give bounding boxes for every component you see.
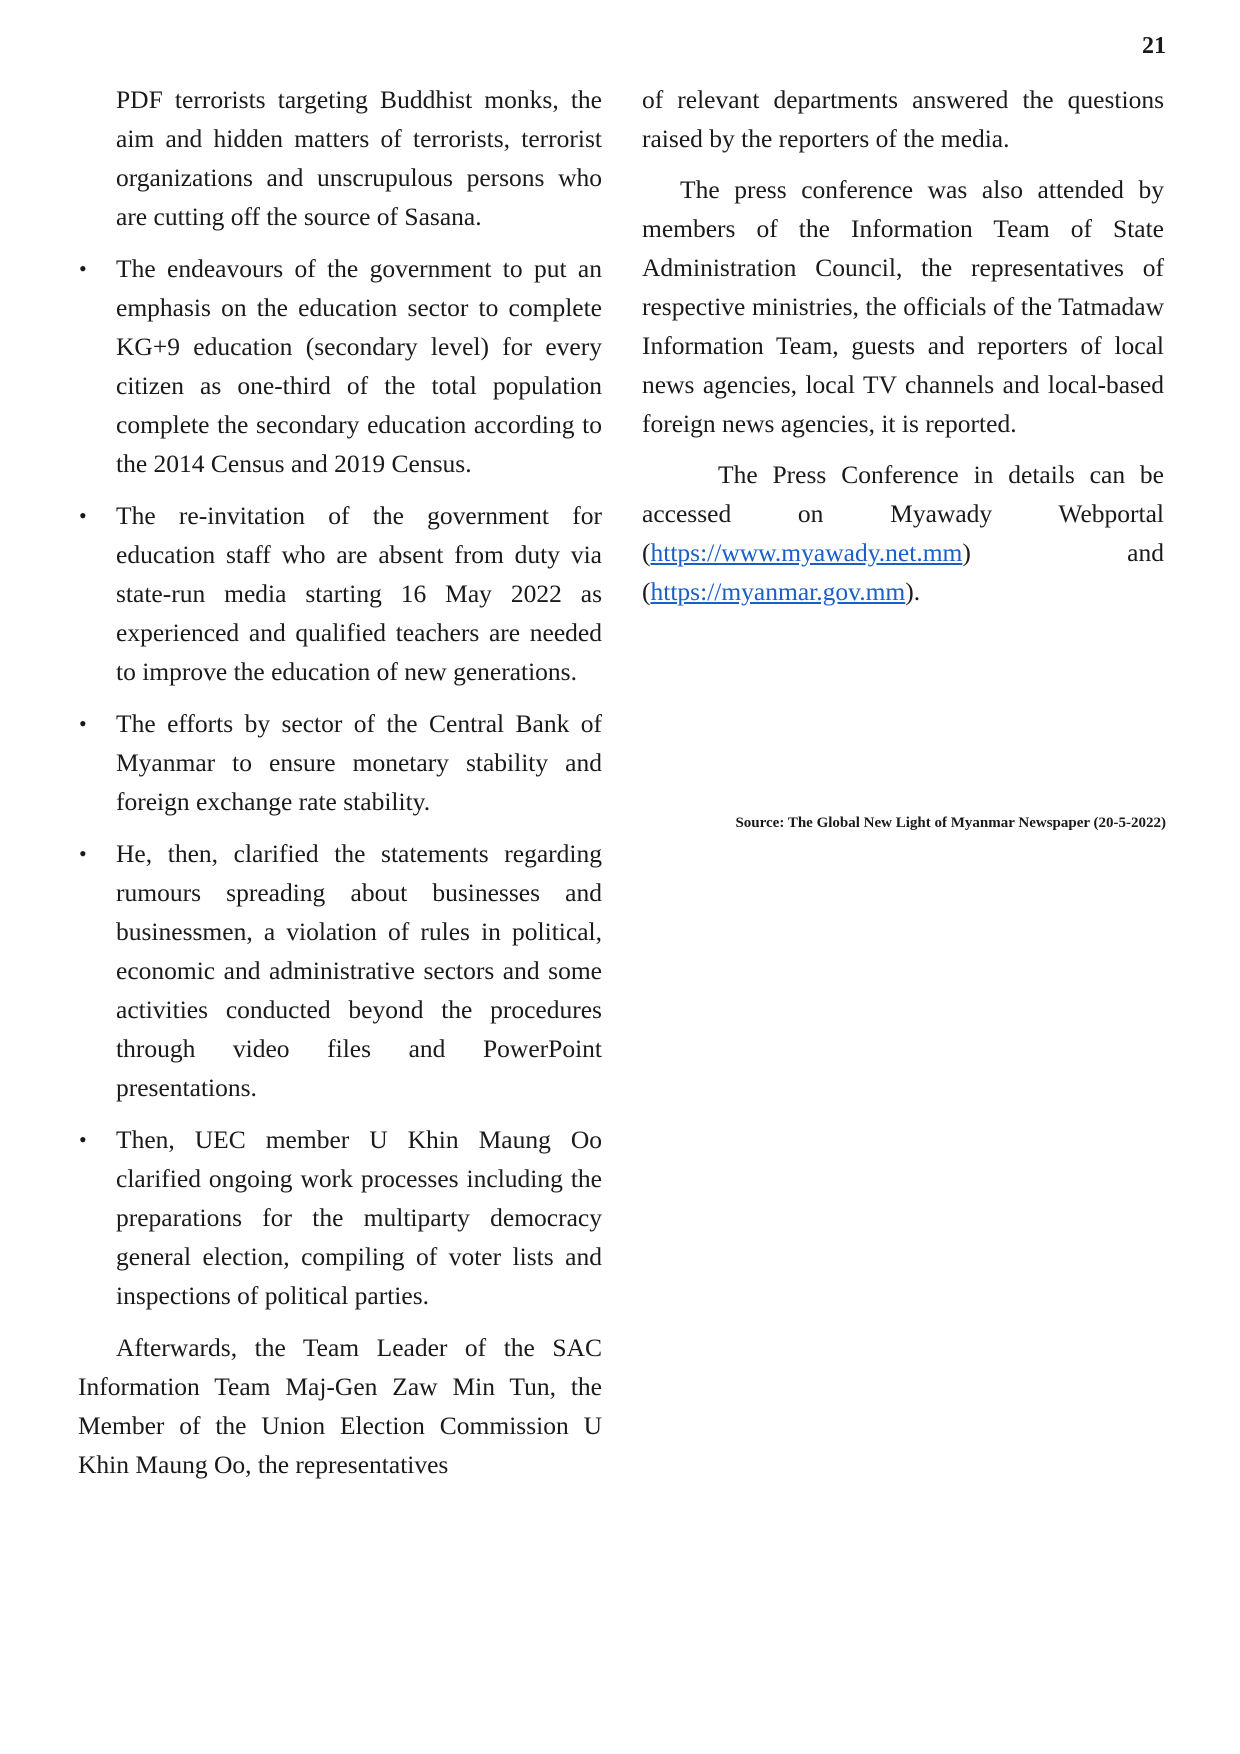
bullet-icon: • <box>79 503 87 528</box>
bullet-item: • Then, UEC member U Khin Maung Oo clarified ongoing work processes including the preparations for the multiparty democracy general election, compiling of voter lists and inspections of political parties. <box>78 1120 602 1315</box>
attendance-paragraph: The press conference was also attended by members of the Information Team of State Administration Council, the representatives of respective ministries, the officials of the Tatmadaw Information Team, guests and reporters of local news agencies, local TV channels and local-based foreign news agencies, it is reported. <box>642 175 1164 438</box>
bullet-icon: • <box>79 841 87 866</box>
source-note: Source: The Global New Light of Myanmar Newspaper (20-5-2022) <box>735 815 1166 831</box>
bullet-list <box>78 249 602 1315</box>
myanmar-gov-link[interactable]: https://myanmar.gov.mm <box>650 577 906 606</box>
bullet-item: • He, then, clarified the statements regarding rumours spreading about businesses and businessmen, a violation of rules in political, economic and administrative sectors and some activities conducted beyond the procedures through video files and PowerPoint presentations. <box>78 834 602 1107</box>
myawady-link[interactable]: https://www.myawady.net.mm <box>650 538 963 567</box>
bullet-icon: • <box>79 1127 87 1152</box>
bullet-icon: • <box>79 711 87 736</box>
bullet-icon: • <box>79 256 87 281</box>
bullet-item: • The re-invitation of the government for education staff who are absent from duty via state-run media starting 16 May 2022 as experienced and qualified teachers are needed to improve the education of new generations. <box>78 496 602 691</box>
continued-paragraph: of relevant departments answered the questions raised by the reporters of the media. <box>642 85 1164 153</box>
continued-bullet-text: PDF terrorists targeting Buddhist monks, the aim and hidden matters of terrorists, terrorist organizations and unscrupulous persons who are cutting off the source of Sasana. <box>116 85 602 231</box>
access-paragraph: The Press Conference in details can be accessed on Myawady Webportal (https://www.myawady.net.mm) and (https://myanmar.gov.mm). <box>642 460 1164 606</box>
page-number: 21 <box>1142 33 1166 59</box>
right-column <box>642 80 1164 623</box>
closing-paragraph: Afterwards, the Team Leader of the SAC Information Team Maj-Gen Zaw Min Tun, the Member of the Union Election Commission U Khin Maung Oo, the representatives <box>78 1333 602 1479</box>
bullet-item: • The efforts by sector of the Central Bank of Myanmar to ensure monetary stability and foreign exchange rate stability. <box>78 704 602 821</box>
left-column <box>78 80 602 1496</box>
bullet-item: • The endeavours of the government to put an emphasis on the education sector to complete KG+9 education (secondary level) for every citizen as one-third of the total population complete the secondary education according to the 2014 Census and 2019 Census. <box>78 249 602 483</box>
